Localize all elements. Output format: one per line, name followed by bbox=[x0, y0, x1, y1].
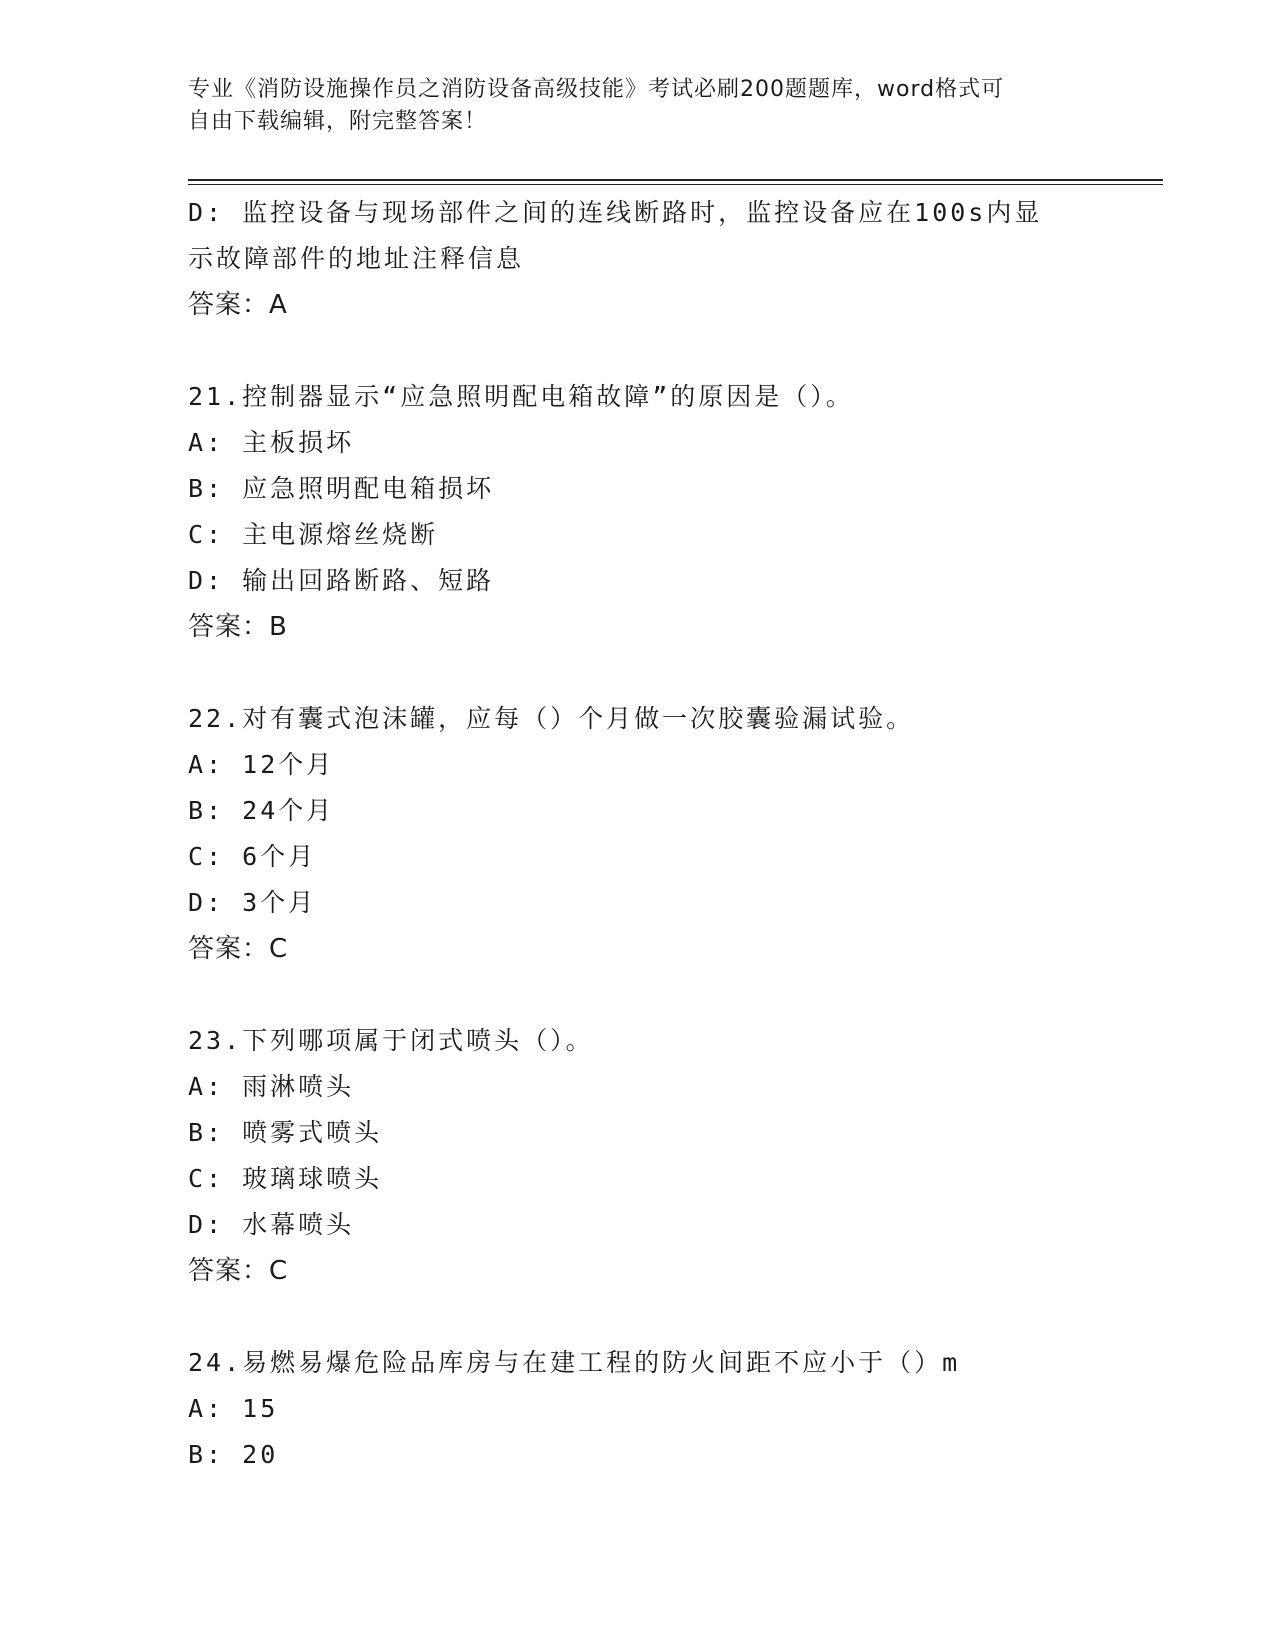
option-b: B: 20 bbox=[188, 1440, 279, 1469]
header-line-1: 专业《消防设施操作员之消防设备高级技能》考试必刷200题题库，word格式可 bbox=[188, 77, 1005, 102]
question-22 bbox=[188, 696, 1088, 972]
answer: 答案：C bbox=[188, 934, 289, 964]
option-c: C: 6个月 bbox=[188, 842, 317, 871]
option-a: A: 12个月 bbox=[188, 750, 335, 779]
option-b: B: 应急照明配电箱损坏 bbox=[188, 474, 495, 503]
option-d: D: 水幕喷头 bbox=[188, 1210, 355, 1239]
answer: 答案：A bbox=[188, 290, 288, 320]
answer: 答案：C bbox=[188, 1256, 289, 1286]
question-21 bbox=[188, 374, 1088, 650]
question-stem: 24.易燃易爆危险品库房与在建工程的防火间距不应小于（）m bbox=[188, 1348, 961, 1377]
header-rule-thick bbox=[188, 179, 1163, 181]
question-stem: 23.下列哪项属于闭式喷头（）。 bbox=[188, 1026, 594, 1055]
option-a: A: 15 bbox=[188, 1394, 279, 1423]
answer: 答案：B bbox=[188, 612, 288, 642]
option-a: A: 雨淋喷头 bbox=[188, 1072, 355, 1101]
option-b: B: 24个月 bbox=[188, 796, 335, 825]
document-header bbox=[188, 74, 1088, 138]
question-23 bbox=[188, 1018, 1088, 1294]
question-stem: 22.对有囊式泡沫罐，应每（）个月做一次胶囊验漏试验。 bbox=[188, 704, 915, 733]
question-20-tail bbox=[188, 190, 1088, 328]
question-stem: 21.控制器显示“应急照明配电箱故障”的原因是（）。 bbox=[188, 382, 854, 411]
option-b: B: 喷雾式喷头 bbox=[188, 1118, 383, 1147]
question-list bbox=[188, 190, 1088, 1478]
option-a: A: 主板损坏 bbox=[188, 428, 355, 457]
option-d: D: 输出回路断路、短路 bbox=[188, 566, 495, 595]
option-c: C: 玻璃球喷头 bbox=[188, 1164, 383, 1193]
question-24 bbox=[188, 1340, 1088, 1478]
option-d-line-1: D: 监控设备与现场部件之间的连线断路时，监控设备应在100s内显 bbox=[188, 198, 1043, 227]
option-d: D: 3个月 bbox=[188, 888, 317, 917]
option-c: C: 主电源熔丝烧断 bbox=[188, 520, 439, 549]
header-rule-thin bbox=[188, 184, 1163, 185]
header-line-2: 自由下载编辑，附完整答案！ bbox=[188, 109, 488, 134]
option-d-line-2: 示故障部件的地址注释信息 bbox=[188, 244, 525, 273]
